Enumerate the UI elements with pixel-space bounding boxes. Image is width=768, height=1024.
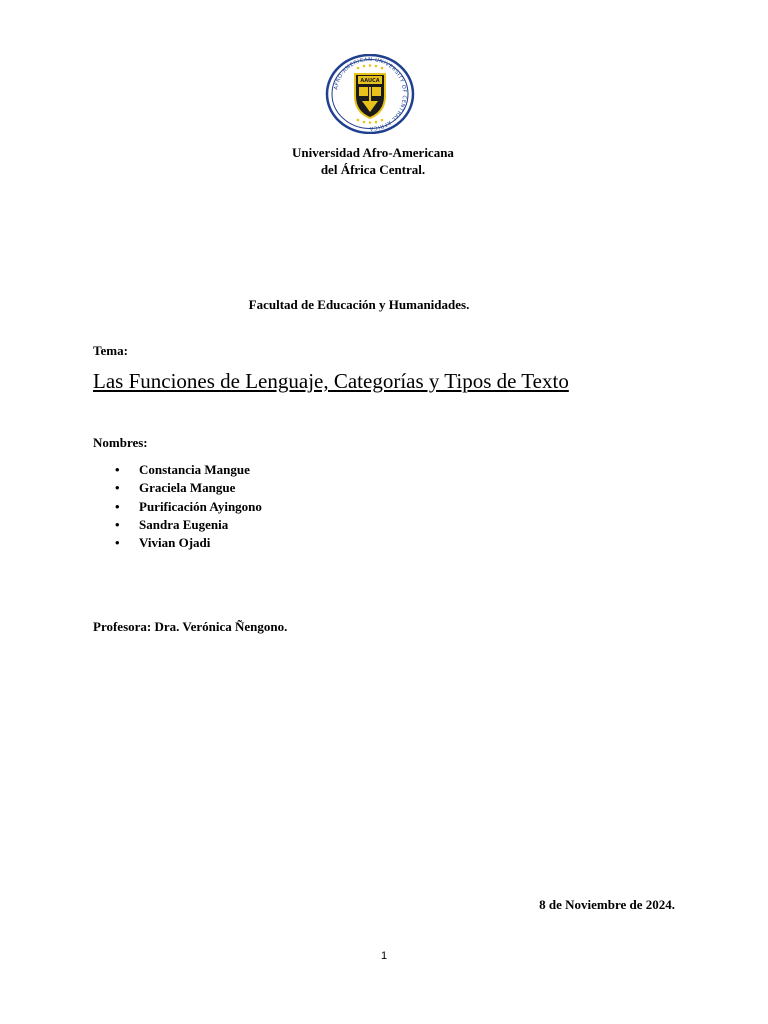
list-item [93,534,262,552]
page-number: 1 [380,950,388,962]
nombres-label: Nombres: [93,435,148,450]
list-item [93,479,262,497]
professor-line: Profesora: Dra. Verónica Ñengono. [93,619,288,634]
bullet-icon: • [115,462,120,477]
bullet-icon: • [115,516,120,532]
list-item [93,498,262,516]
student-name: Graciela Mangue [139,480,236,496]
university-seal [325,54,415,134]
university-name-line2: del África Central. [320,162,426,177]
student-name: Vivian Ojadi [139,535,211,551]
student-name: Sandra Eugenia [139,516,229,532]
bullet-icon: • [115,480,120,496]
student-name: Purificación Ayingono [139,498,262,514]
document-title: Las Funciones de Lenguaje, Categorías y Tipos de Texto [93,369,569,393]
tema-label: Tema: [93,343,128,358]
seal-banner-text: AAUCA [360,78,380,85]
student-name: Constancia Mangue [139,462,250,477]
bullet-icon: • [115,498,120,514]
faculty-name: Facultad de Educación y Humanidades. [248,297,470,312]
seal-ring-text: AFRO-AMERICAN UNIVERSITY OF CENTRAL AFRICA [333,56,408,132]
list-item [93,461,262,479]
document-date: 8 de Noviembre de 2024. [539,897,675,912]
university-seal-icon [325,54,415,134]
bullet-icon: • [115,535,120,551]
names-list [93,461,262,552]
list-item [93,516,262,534]
university-name-line1: Universidad Afro-Americana [292,145,454,160]
